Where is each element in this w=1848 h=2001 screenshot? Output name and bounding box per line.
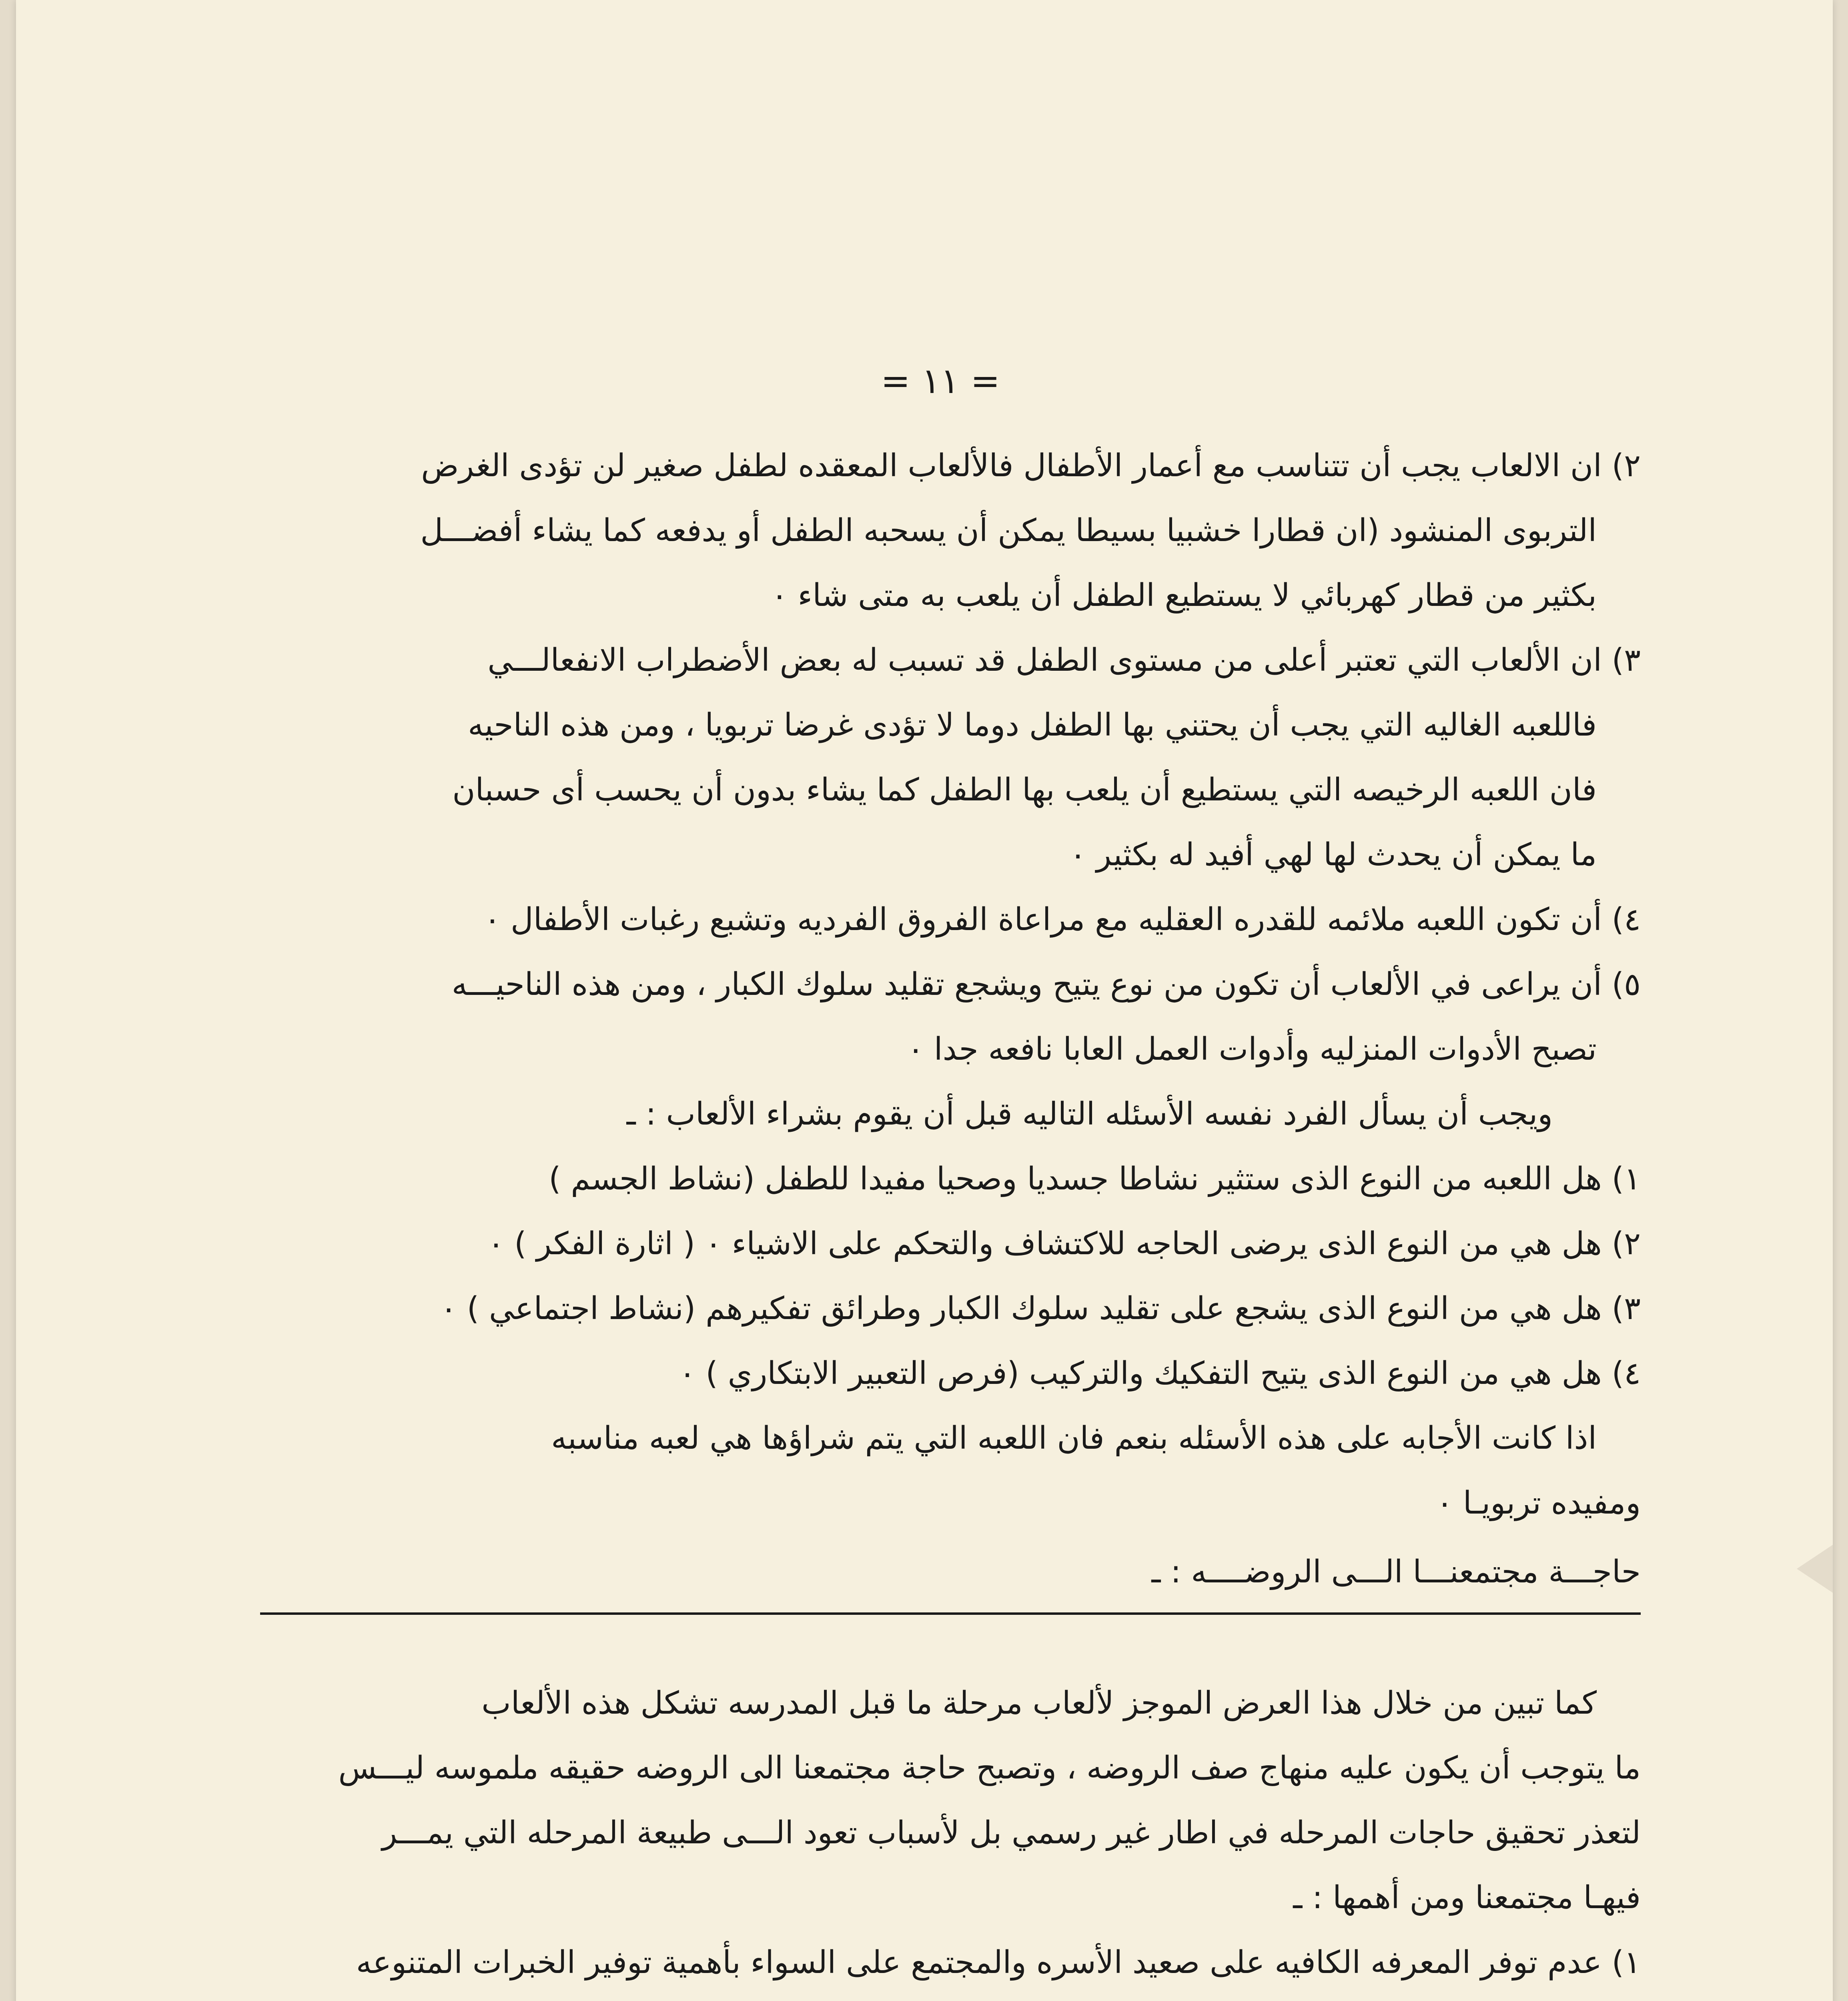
list-item: ١) عدم توفر المعرفه الكافيه على صعيد الأسره والمجتمع على السواء بأهمية توفير الخبرات المتنوعه <box>356 1945 1641 1981</box>
text-line: ٤) أن تكون اللعبه ملائمه للقدره العقليه مع مراعاة الفروق الفرديه وتشبع رغبات الأطفال ٠ <box>484 902 1641 938</box>
text-line: كما تبين من خلال هذا العرض الموجز لألعاب مرحلة ما قبل المدرسه تشكل هذه الألعاب <box>481 1685 1597 1721</box>
text-line <box>240 1995 1641 2001</box>
paper-tear <box>1797 1545 1833 1593</box>
question-item: ٤) هل هي من النوع الذى يتيح التفكيك والتركيب (فرص التعبير الابتكاري ) ٠ <box>679 1355 1641 1391</box>
text-line: ٣) ان الألعاب التي تعتبر أعلى من مستوى الطفل قد تسبب له بعض الأضطراب الانفعالـــي <box>487 642 1641 678</box>
text-line: تصبح الأدوات المنزليه وأدوات العمل العابا نافعه جدا ٠ <box>907 1031 1597 1067</box>
section-heading: حاجـــة مجتمعنـــا الـــى الروضــــه : ـ <box>1151 1554 1641 1590</box>
question-item: ٢) هل هي من النوع الذى يرضى الحاجه للاكتشاف والتحكم على الاشياء ٠ ( اثارة الفكر ) ٠ <box>487 1226 1641 1262</box>
text-line: التربوى المنشود (ان قطارا خشبيا بسيطا يمكن أن يسحبه الطفل أو يدفعه كما يشاء أفضـــل <box>420 513 1597 549</box>
question-item: ١) هل اللعبه من النوع الذى ستثير نشاطا جسديا وصحيا مفيدا للطفل (نشاط الجسم ) <box>549 1161 1641 1197</box>
text-line: اذا كانت الأجابه على هذه الأسئله بنعم فان اللعبه التي يتم شراؤها هي لعبه مناسبه <box>551 1420 1597 1456</box>
text-line: ٢) ان الالعاب يجب أن تتناسب مع أعمار الأطفال فالألعاب المعقده لطفل صغير لن تؤدى الغرض <box>421 448 1641 484</box>
text-line: ما يمكن أن يحدث لها لهي أفيد له بكثير ٠ <box>1069 837 1597 873</box>
text-line: ما يتوجب أن يكون عليه منهاج صف الروضه ، وتصبح حاجة مجتمعنا الى الروضه حقيقه ملموسه ليـــس <box>338 1750 1641 1786</box>
text-line: ومفيده تربويـا ٠ <box>1436 1485 1641 1521</box>
text-line: لتعذر تحقيق حاجات المرحله في اطار غير رسمي بل لأسباب تعود الـــى طبيعة المرحله التي يمـــر <box>382 1815 1641 1851</box>
text-line: ٥) أن يراعى في الألعاب أن تكون من نوع يتيح ويشجع تقليد سلوك الكبار ، ومن هذه الناحيـــه <box>451 966 1641 1003</box>
heading-underline <box>260 1612 1641 1615</box>
page-number: = ١١ = <box>881 360 1000 401</box>
question-item: ٣) هل هي من النوع الذى يشجع على تقليد سلوك الكبار وطرائق تفكيرهم (نشاط اجتماعي ) ٠ <box>440 1291 1641 1327</box>
text-line: فان اللعبه الرخيصه التي يستطيع أن يلعب بها الطفل كما يشاء بدون أن يحسب أى حسبان <box>452 772 1597 808</box>
text-line: ويجب أن يسأل الفرد نفسه الأسئله التاليه قبل أن يقوم بشراء الألعاب : ـ <box>626 1096 1553 1132</box>
paper-sheet <box>16 0 1833 2001</box>
text-line: بكثير من قطار كهربائي لا يستطيع الطفل أن يلعب به متى شاء ٠ <box>771 577 1597 614</box>
text-line: فيهـا مجتمعنا ومن أهمها : ـ <box>1293 1880 1641 1916</box>
document-body <box>240 360 1641 2001</box>
text-line: فاللعبه الغاليه التي يجب أن يحتني بها الطفل دوما لا تؤدى غرضا تربويا ، ومن هذه الناحيه <box>468 707 1597 743</box>
